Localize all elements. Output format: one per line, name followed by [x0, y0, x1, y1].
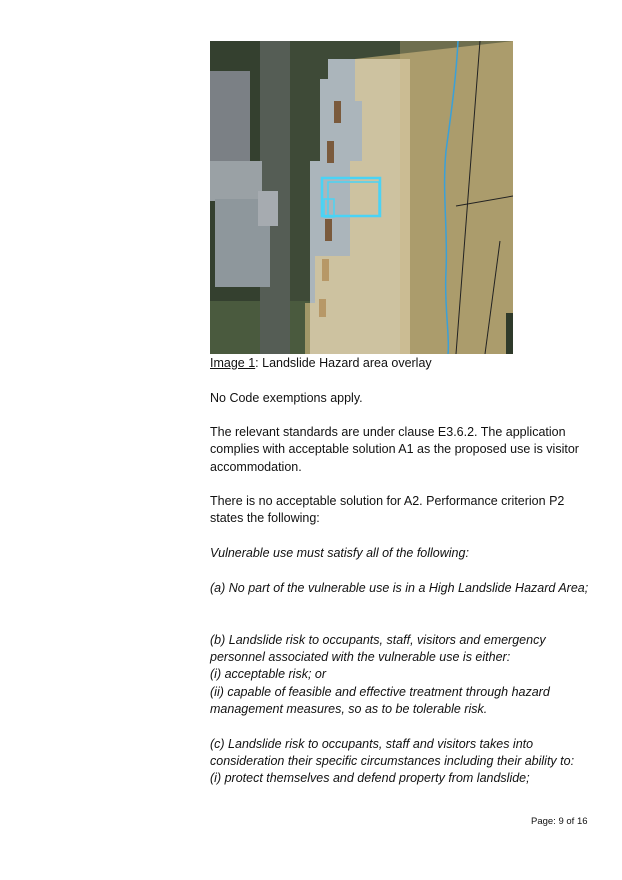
paragraph-performance-criterion: There is no acceptable solution for A2. Performance criterion P2 states the following:	[210, 494, 565, 526]
page-number: Page: 9 of 16	[531, 816, 588, 827]
caption-label: Image 1	[210, 356, 256, 370]
quote-item-b-i: (i) acceptable risk; or	[210, 667, 327, 681]
quote-intro: Vulnerable use must satisfy all of the following:	[210, 546, 469, 560]
figure-caption	[210, 356, 432, 370]
quote-item-a: (a) No part of the vulnerable use is in a High Landslide Hazard Area;	[210, 581, 589, 595]
quote-item-c: (c) Landslide risk to occupants, staff and visitors takes into consideration their specific circumstances including their ability to:	[210, 737, 575, 769]
caption-text: : Landslide Hazard area overlay	[255, 356, 432, 370]
quote-item-c-i: (i) protect themselves and defend property from landslide;	[210, 771, 530, 785]
quote-item-b-ii: (ii) capable of feasible and effective treatment through hazard management measures, so as to be tolerable risk.	[210, 685, 550, 717]
paragraph-exemptions: No Code exemptions apply.	[210, 391, 363, 405]
quote-item-b: (b) Landslide risk to occupants, staff, visitors and emergency personnel associated with the vulnerable use is either:	[210, 633, 546, 665]
landslide-hazard-overlay-map	[210, 41, 513, 354]
paragraph-standards: The relevant standards are under clause E3.6.2. The application complies with acceptable solution A1 as the proposed use is visitor accommodation.	[210, 425, 579, 474]
